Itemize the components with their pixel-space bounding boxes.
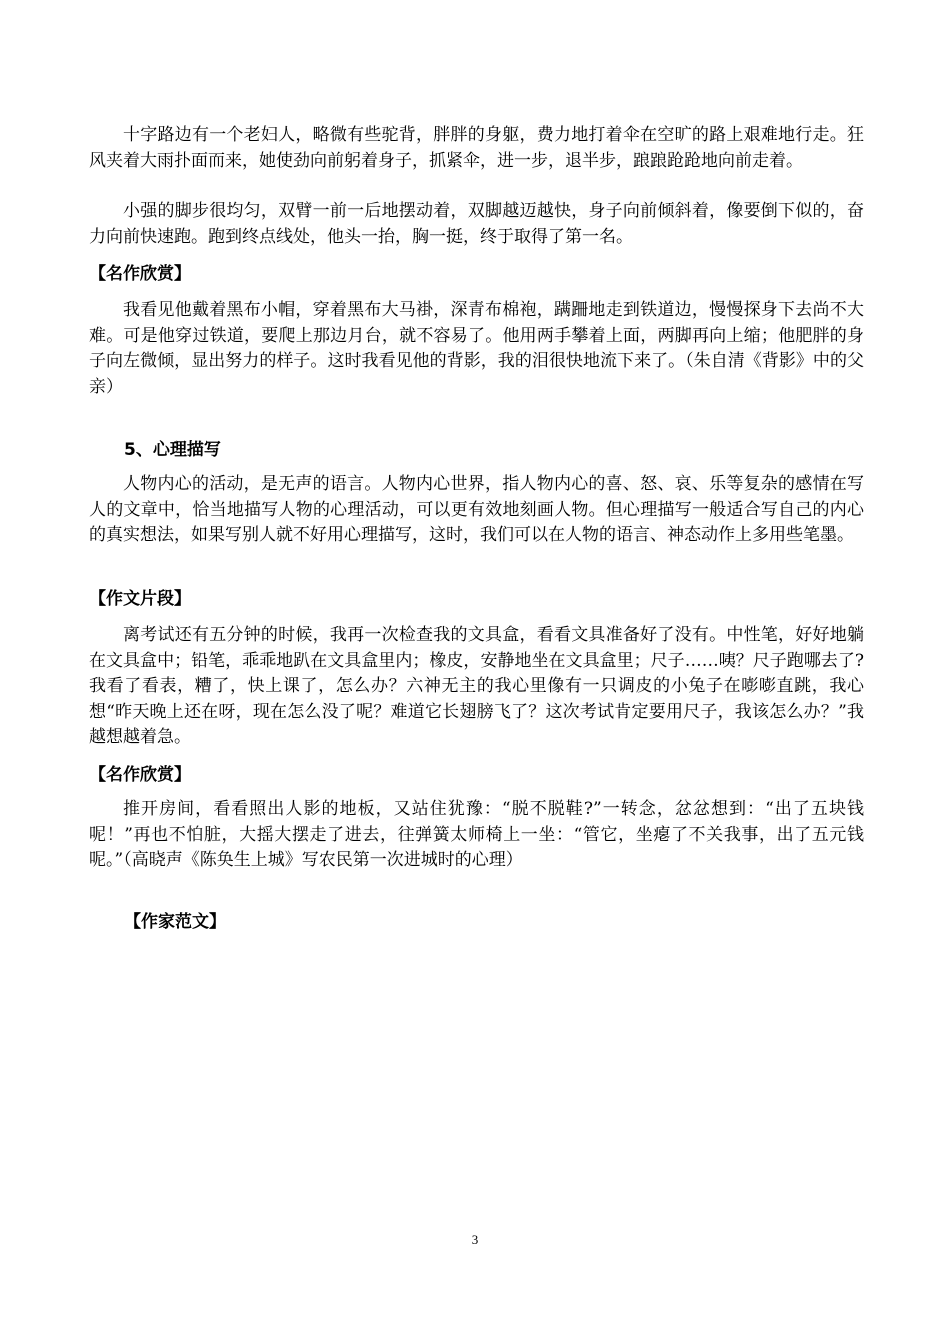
paragraph-chen-huansheng: 推开房间，看看照出人影的地板，又站住犹豫：“脱不脱鞋?”一转念，忿忿想到：“出了五块钱呢！”再也不怕脏，大摇大摆走了进去，往弹簧太师椅上一坐：“管它，坐瘪了不关我事，出了五元钱呢。”（高晓声《陈奂生上城》写农民第一次进城时的心理）	[89, 799, 864, 870]
page-number: 3	[471, 1232, 479, 1247]
paragraph-inner-activity: 人物内心的活动，是无声的语言。人物内心世界，指人物内心的喜、怒、哀、乐等复杂的感情在写人的文章中，恰当地描写人物的心理活动，可以更有效地刻画人物。但心理描写一般适合写自己的内心的真实想法，如果写别人就不好用心理描写，这时，我们可以在人物的语言、神态动作上多用些笔墨。	[89, 474, 864, 545]
heading-psychological-description: 5、心理描写	[124, 440, 221, 460]
paragraph-old-woman: 十字路边有一个老妇人，略微有些驼背，胖胖的身躯，费力地打着伞在空旷的路上艰难地行走。狂风夹着大雨扑面而来，她使劲向前躬着身子，抓紧伞，进一步，退半步，踉踉跄跄地向前走着。	[89, 125, 864, 171]
heading-composition-excerpt: 【作文片段】	[89, 589, 191, 609]
paragraph-exam-ruler: 离考试还有五分钟的时候，我再一次检查我的文具盒，看看文具准备好了没有。中性笔，好好地躺在文具盒中；铅笔，乖乖地趴在文具盒里内；橡皮，安静地坐在文具盒里；尺子……咦？尺子跑哪去了?我看了看表，糟了，快上课了，怎么办？六神无主的我心里像有一只调皮的小兔子在嘭嘭直跳，我心想“昨天晚上还在呀，现在怎么没了呢？难道它长翅膀飞了？这次考试肯定要用尺子，我该怎么办？”我越想越着急。	[89, 625, 864, 747]
heading-masterpiece-appreciation-1: 【名作欣赏】	[89, 264, 191, 284]
paragraph-xiaoqiang-running: 小强的脚步很均匀，双臂一前一后地摆动着，双脚越迈越快，身子向前倾斜着，像要倒下似的，奋力向前快速跑。跑到终点线处，他头一抬，胸一挺，终于取得了第一名。	[89, 201, 864, 247]
heading-author-model-essay: 【作家范文】	[124, 912, 226, 932]
heading-masterpiece-appreciation-2: 【名作欣赏】	[89, 765, 191, 785]
paragraph-back-view-father: 我看见他戴着黑布小帽，穿着黑布大马褂，深青布棉袍，蹒跚地走到铁道边，慢慢探身下去尚不大难。可是他穿过铁道，要爬上那边月台，就不容易了。他用两手攀着上面，两脚再向上缩；他肥胖的身子向左微倾，显出努力的样子。这时我看见他的背影，我的泪很快地流下来了。（朱自清《背影》中的父亲）	[89, 300, 864, 397]
